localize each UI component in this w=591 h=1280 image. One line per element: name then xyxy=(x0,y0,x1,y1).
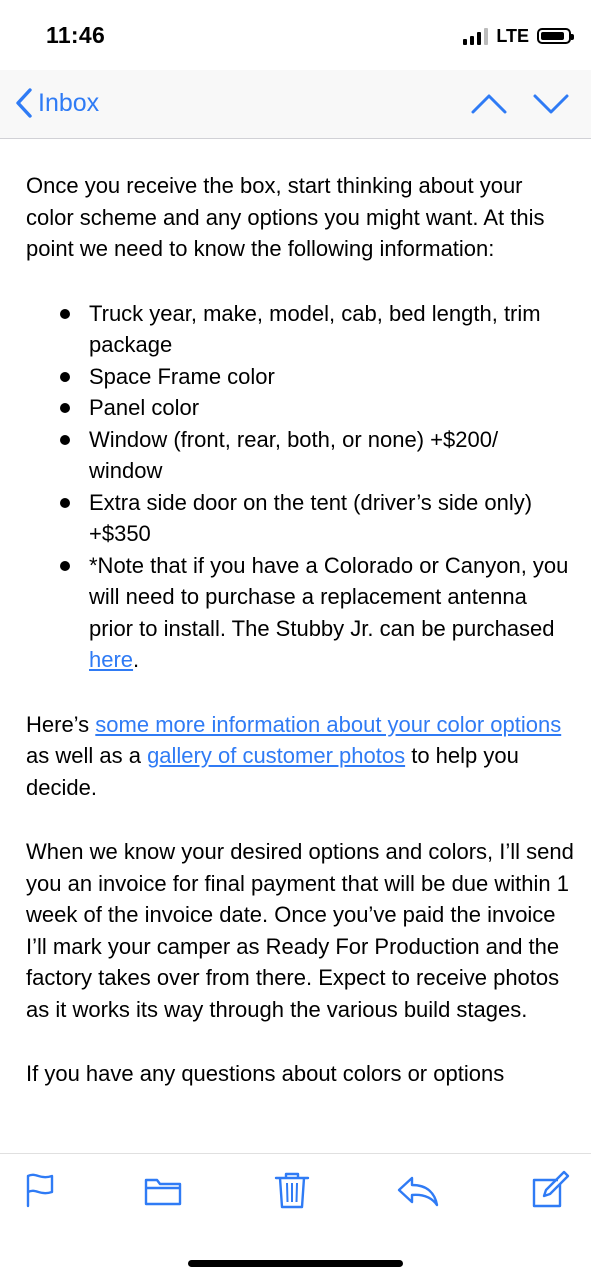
color-options-link[interactable]: some more information about your color options xyxy=(95,711,562,737)
email-paragraph xyxy=(26,709,574,804)
battery-fill xyxy=(541,32,564,40)
list-item xyxy=(89,550,574,676)
signal-strength-icon xyxy=(463,27,488,45)
navigation-bar xyxy=(0,70,591,139)
status-indicators xyxy=(463,24,571,48)
compose-icon[interactable] xyxy=(530,1170,570,1210)
email-paragraph: If you have any questions about colors or options xyxy=(26,1061,505,1086)
back-to-inbox-button[interactable] xyxy=(12,85,99,121)
options-list xyxy=(26,298,574,676)
flag-icon[interactable] xyxy=(20,1170,60,1210)
bottom-toolbar xyxy=(0,1153,591,1244)
paragraph-text: Here’s xyxy=(26,711,96,737)
chevron-down-icon[interactable] xyxy=(531,88,571,120)
list-item: Space Frame color xyxy=(89,361,574,393)
battery-cap xyxy=(571,34,574,40)
chevron-up-icon[interactable] xyxy=(469,88,509,120)
list-item-end: . xyxy=(133,647,140,672)
list-item: Window (front, rear, both, or none) +$200/ window xyxy=(89,424,574,487)
home-indicator[interactable] xyxy=(188,1260,403,1267)
list-item: Panel color xyxy=(89,392,574,424)
back-label: Inbox xyxy=(38,88,100,117)
email-paragraph: Once you receive the box, start thinking about your color scheme and any options you might want. At this point we need to know the following information: xyxy=(26,173,545,261)
customer-photos-link[interactable]: gallery of customer photos xyxy=(147,743,406,768)
battery-icon xyxy=(537,28,571,44)
trash-icon[interactable] xyxy=(272,1170,312,1210)
list-item: Extra side door on the tent (driver’s side only) +$350 xyxy=(89,487,574,550)
message-nav-arrows xyxy=(469,88,571,120)
status-time: 11:46 xyxy=(46,22,106,48)
network-type: LTE xyxy=(496,25,529,46)
status-bar xyxy=(0,0,591,70)
reply-icon[interactable] xyxy=(396,1170,440,1210)
list-item-text: *Note that if you have a Colorado or Canyon, you will need to purchase a replacement antenna prior to install. The Stubby Jr. can be purchased xyxy=(89,552,569,641)
email-paragraph: When we know your desired options and colors, I’ll send you an invoice for final payment that will be due within 1 week of the invoice date. Once you’ve paid the invoice I’ll mark your camper as Ready For Production and the factory takes over from there. Expect to receive photos as it works its way through the various build stages. xyxy=(26,839,574,1022)
here-link[interactable]: here xyxy=(89,647,134,672)
email-body xyxy=(26,170,574,1152)
folder-icon[interactable] xyxy=(143,1170,183,1210)
paragraph-text: to help you decide. xyxy=(26,743,519,800)
list-item: Truck year, make, model, cab, bed length, trim package xyxy=(89,298,574,361)
paragraph-text: as well as a xyxy=(26,743,148,768)
chevron-left-icon xyxy=(12,85,36,121)
